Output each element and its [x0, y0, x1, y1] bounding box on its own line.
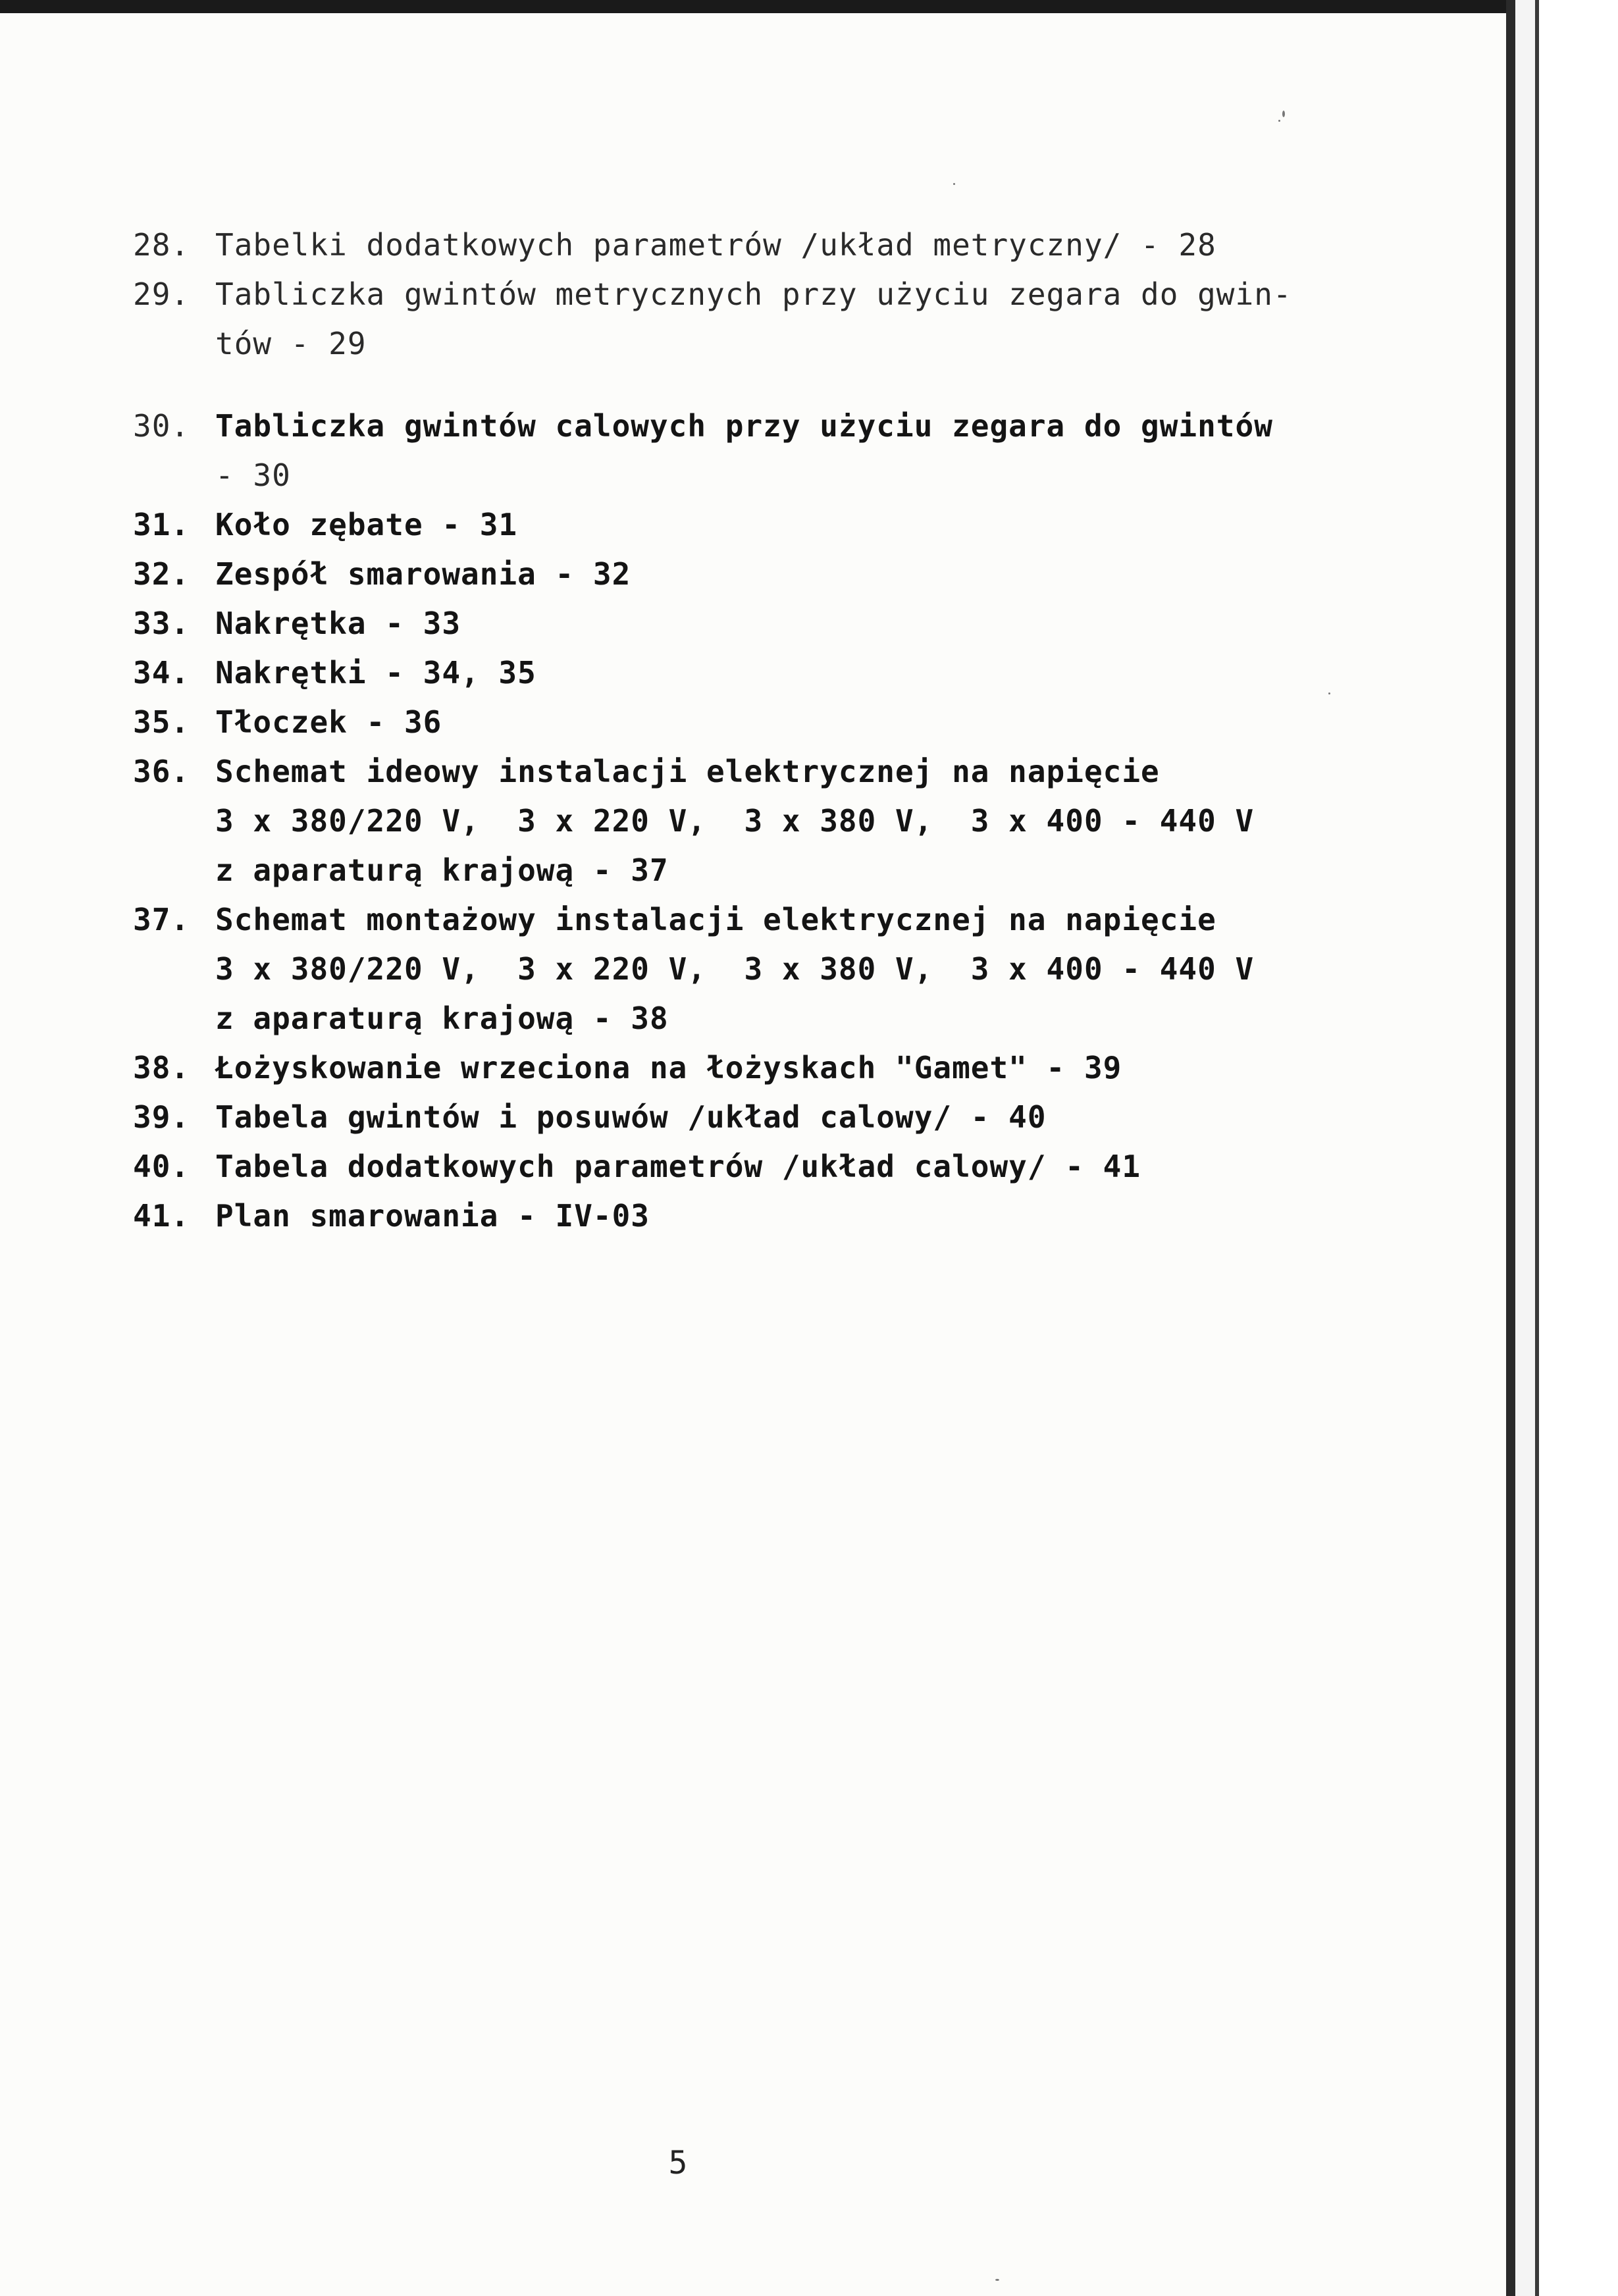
toc-entry-text: Nakrętki - 34, 35: [215, 655, 536, 691]
dust-speck: [1278, 120, 1280, 122]
toc-entry-number: 28.: [133, 227, 190, 263]
toc-entry-text: Schemat montażowy instalacji elektrycznej na napięcie: [215, 902, 1216, 937]
toc-entry: [133, 402, 1357, 500]
toc-entry: [133, 1191, 1357, 1241]
toc-entry: [133, 648, 1357, 698]
toc-entry-number: 38.: [133, 1050, 190, 1085]
toc-entry-text: tów - 29: [215, 326, 367, 361]
scan-right-edge: [1506, 0, 1515, 2296]
toc-entry-text: Tabela dodatkowych parametrów /układ calowy/ - 41: [215, 1149, 1141, 1184]
toc-entry-number: 32.: [133, 556, 190, 592]
toc-entry-text: Zespół smarowania - 32: [215, 556, 631, 592]
toc-entry: [133, 1093, 1357, 1142]
dust-speck: [953, 183, 955, 185]
toc-entry-text: Plan smarowania - IV-03: [215, 1198, 650, 1234]
toc-entry-text: - 30: [215, 457, 291, 493]
toc-entry-number: 34.: [133, 655, 190, 691]
toc-entry: [133, 1142, 1357, 1191]
page-number: 5: [668, 2145, 688, 2181]
toc-entry: [133, 698, 1357, 747]
toc-entry: [133, 895, 1357, 1043]
scan-right-gap: [1515, 0, 1535, 2296]
dust-speck: [995, 2279, 999, 2281]
toc-entry: [133, 1043, 1357, 1093]
toc-entry-number: 33.: [133, 606, 190, 641]
toc-entry-number: 31.: [133, 507, 190, 542]
toc-entry-text: Tłoczek - 36: [215, 704, 442, 740]
toc-entry-number: 40.: [133, 1149, 190, 1184]
toc-entry-text: Nakrętka - 33: [215, 606, 461, 641]
toc-entry-text: z aparaturą krajową - 37: [215, 852, 669, 888]
toc-entry-text: 3 x 380/220 V, 3 x 220 V, 3 x 380 V, 3 x 400 - 440 V: [215, 803, 1255, 839]
toc-entry: [133, 500, 1357, 550]
toc-entry-text: Łożyskowanie wrzeciona na łożyskach "Gamet" - 39: [215, 1050, 1122, 1085]
dust-speck: [1282, 111, 1285, 117]
toc-entry-text: Koło zębate - 31: [215, 507, 518, 542]
toc-entry-text: 3 x 380/220 V, 3 x 220 V, 3 x 380 V, 3 x 400 - 440 V: [215, 951, 1255, 987]
toc-entry: [133, 599, 1357, 648]
toc-entry-number: 36.: [133, 754, 190, 789]
toc-entry-number: 35.: [133, 704, 190, 740]
toc-entry-number: 41.: [133, 1198, 190, 1234]
toc-entry-text: Tabela gwintów i posuwów /układ calowy/ - 40: [215, 1099, 1047, 1135]
toc-entry-number: 30.: [133, 408, 190, 444]
toc-entry-number: 39.: [133, 1099, 190, 1135]
toc-entry-text: Tabelki dodatkowych parametrów /układ metryczny/ - 28: [215, 227, 1216, 263]
toc-entry-text: Tabliczka gwintów calowych przy użyciu zegara do gwintów: [215, 408, 1273, 444]
toc-entry: [133, 270, 1357, 369]
toc-entry: [133, 221, 1357, 270]
table-of-contents: [133, 221, 1357, 1241]
toc-entry-text: Tabliczka gwintów metrycznych przy użyciu zegara do gwin-: [215, 276, 1292, 312]
toc-entry-text: z aparaturą krajową - 38: [215, 1001, 669, 1036]
scan-right-margin: [1539, 0, 1618, 2296]
scan-top-edge: [0, 0, 1534, 13]
toc-entry-text: Schemat ideowy instalacji elektrycznej na napięcie: [215, 754, 1160, 789]
toc-entry-number: 29.: [133, 276, 190, 312]
toc-entry: [133, 550, 1357, 599]
toc-entry: [133, 747, 1357, 895]
toc-entry-number: 37.: [133, 902, 190, 937]
